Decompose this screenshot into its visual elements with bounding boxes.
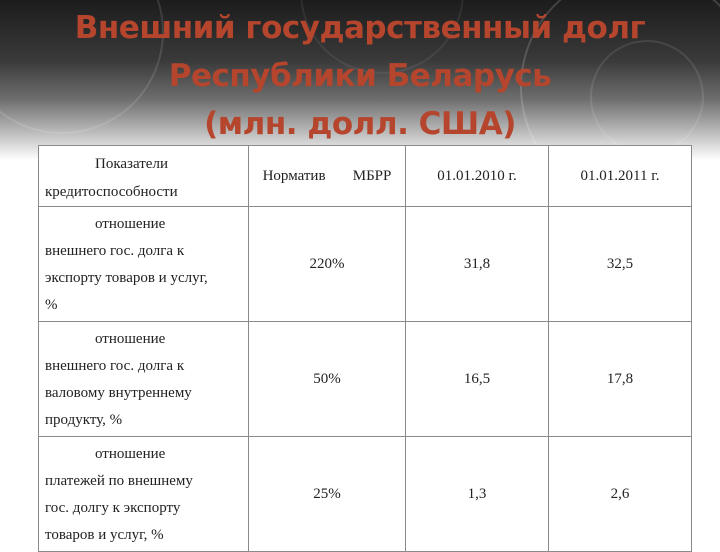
title-line-1: Внешний государственный долг <box>74 10 646 46</box>
debt-indicators-table <box>38 145 692 552</box>
norm-cell: 25% <box>249 437 406 552</box>
indicator-cell <box>39 322 249 437</box>
indicator-line: гос. долгу к экспорту <box>45 500 181 516</box>
value-2011-cell: 32,5 <box>549 207 692 322</box>
value-2011-cell: 17,8 <box>549 322 692 437</box>
header-norm-label: Норматив <box>262 167 326 184</box>
norm-cell: 50% <box>249 322 406 437</box>
header-indicators-line2: кредитоспособности <box>45 184 178 200</box>
title-line-3: (млн. долл. США) <box>204 106 516 142</box>
indicator-line: отношение <box>95 446 166 462</box>
indicator-line: экспорту товаров и услуг, <box>45 270 208 286</box>
indicator-line: отношение <box>95 216 166 232</box>
header-norm <box>249 146 406 207</box>
slide-header <box>0 0 720 160</box>
value-2010-cell: 31,8 <box>406 207 549 322</box>
table-header-row <box>39 146 692 207</box>
value-2010-cell: 1,3 <box>406 437 549 552</box>
norm-cell: 220% <box>249 207 406 322</box>
table-row <box>39 207 692 322</box>
indicator-line: платежей по внешнему <box>45 473 193 489</box>
header-norm-org: МБРР <box>352 167 392 184</box>
indicator-line: продукту, % <box>45 412 123 428</box>
table-row <box>39 437 692 552</box>
header-indicators <box>39 146 249 207</box>
value-2011-cell: 2,6 <box>549 437 692 552</box>
header-date-2011: 01.01.2011 г. <box>549 146 692 207</box>
title-line-2: Республики Беларусь <box>168 58 552 94</box>
header-date-2010: 01.01.2010 г. <box>406 146 549 207</box>
indicator-line: отношение <box>95 331 166 347</box>
table-row <box>39 322 692 437</box>
indicator-line: товаров и услуг, % <box>45 527 164 543</box>
indicator-line: % <box>45 297 58 313</box>
indicator-line: внешнего гос. долга к <box>45 358 185 374</box>
indicator-cell <box>39 437 249 552</box>
header-indicators-line1: Показатели <box>95 156 168 172</box>
indicator-line: валовому внутреннему <box>45 385 192 401</box>
value-2010-cell: 16,5 <box>406 322 549 437</box>
indicator-cell <box>39 207 249 322</box>
indicator-line: внешнего гос. долга к <box>45 243 185 259</box>
slide-title <box>0 4 720 148</box>
